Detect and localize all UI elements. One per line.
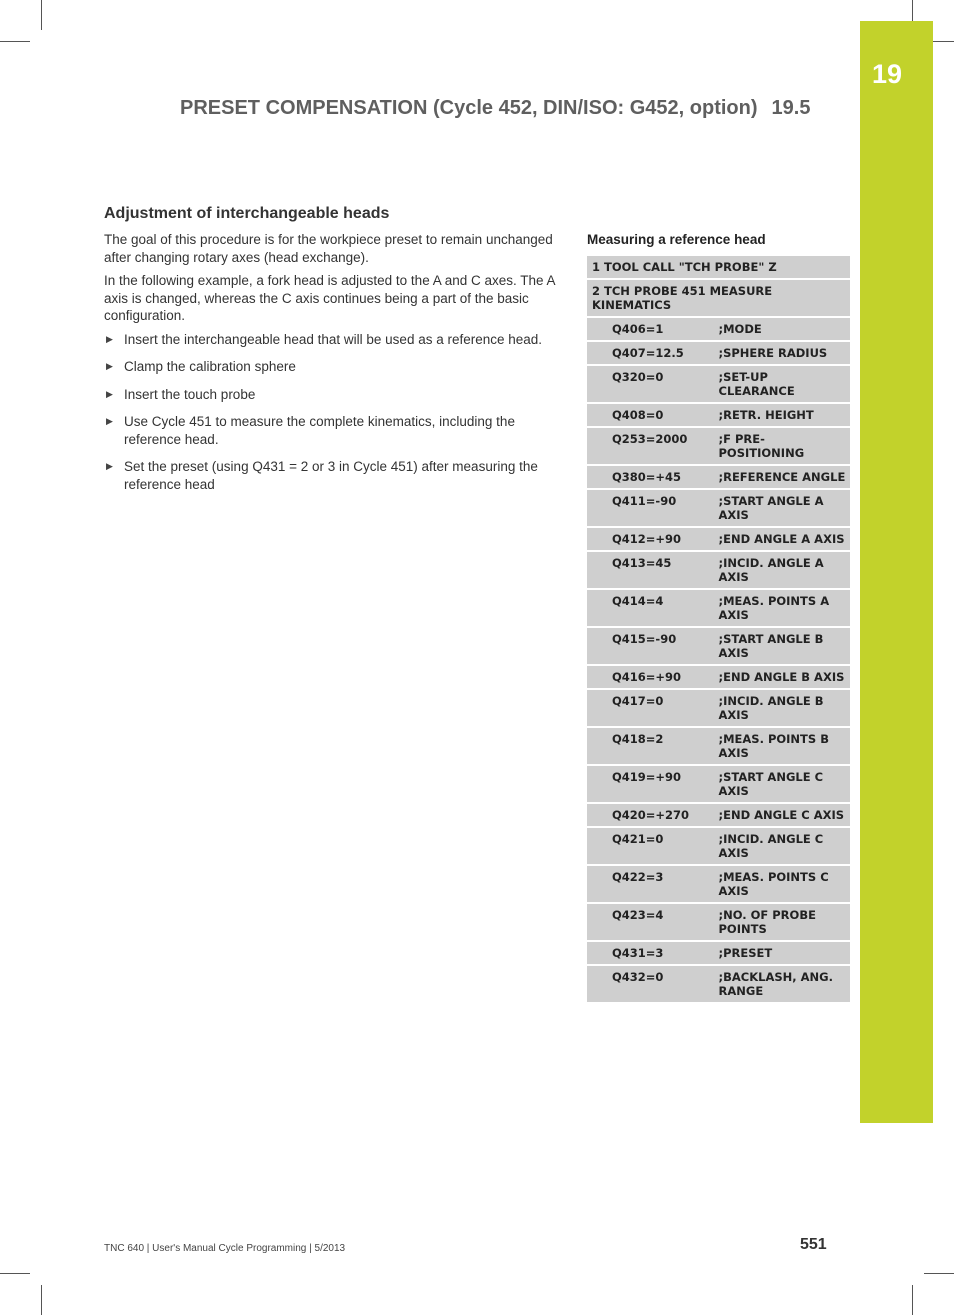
param-comment: ;END ANGLE A AXIS xyxy=(719,527,851,551)
param-comment: ;BACKLASH, ANG. RANGE xyxy=(719,965,851,1002)
param-row xyxy=(587,865,850,903)
param-comment: ;START ANGLE C AXIS xyxy=(719,765,851,803)
step-item xyxy=(104,413,556,448)
paragraph: The goal of this procedure is for the workpiece preset to remain unchanged after changing rotary axes (head exchange). xyxy=(104,232,553,265)
param-value: Q421=0 xyxy=(587,827,719,865)
param-comment: ;MEAS. POINTS C AXIS xyxy=(719,865,851,903)
param-comment: ;END ANGLE C AXIS xyxy=(719,803,851,827)
arrow-bullet-icon: ▶ xyxy=(106,333,113,344)
crop-mark xyxy=(41,1285,42,1315)
param-row xyxy=(587,551,850,589)
header-title: PRESET COMPENSATION (Cycle 452, DIN/ISO: G452, option) xyxy=(180,97,758,119)
param-row xyxy=(587,903,850,941)
param-value: Q431=3 xyxy=(587,941,719,965)
param-value: Q406=1 xyxy=(587,317,719,341)
param-value: Q408=0 xyxy=(587,403,719,427)
main-text-column xyxy=(104,205,556,503)
param-comment: ;REFERENCE ANGLE xyxy=(719,465,851,489)
param-value: Q407=12.5 xyxy=(587,341,719,365)
param-row xyxy=(587,427,850,465)
param-row xyxy=(587,803,850,827)
param-value: Q420=+270 xyxy=(587,803,719,827)
param-row xyxy=(587,489,850,527)
chapter-number: 19 xyxy=(871,59,903,89)
param-value: Q417=0 xyxy=(587,689,719,727)
step-text: Use Cycle 451 to measure the complete kinematics, including the reference head. xyxy=(124,414,515,447)
param-value: Q413=45 xyxy=(587,551,719,589)
param-row xyxy=(587,403,850,427)
step-text: Insert the interchangeable head that will be used as a reference head. xyxy=(124,331,543,347)
param-value: Q419=+90 xyxy=(587,765,719,803)
example-heading: Measuring a reference head xyxy=(587,232,766,247)
step-item xyxy=(104,358,556,376)
param-value: Q432=0 xyxy=(587,965,719,1002)
param-comment: ;START ANGLE B AXIS xyxy=(719,627,851,665)
page-number: 551 xyxy=(800,1236,827,1253)
param-comment: ;INCID. ANGLE A AXIS xyxy=(719,551,851,589)
param-comment: ;START ANGLE A AXIS xyxy=(719,489,851,527)
crop-mark xyxy=(0,1273,30,1274)
section-heading: Adjustment of interchangeable heads xyxy=(104,205,390,222)
param-row xyxy=(587,465,850,489)
paragraph: In the following example, a fork head is adjusted to the A and C axes. The A axis is changed, whereas the C axis continues being a part of the basic configuration. xyxy=(104,273,555,323)
param-comment: ;RETR. HEIGHT xyxy=(719,403,851,427)
step-text: Set the preset (using Q431 = 2 or 3 in Cycle 451) after measuring the reference head xyxy=(124,459,538,492)
example-column xyxy=(587,232,850,1002)
param-comment: ;PRESET xyxy=(719,941,851,965)
arrow-bullet-icon: ▶ xyxy=(106,361,113,371)
chapter-tab xyxy=(860,21,933,1123)
crop-mark xyxy=(41,0,42,30)
param-value: Q415=-90 xyxy=(587,627,719,665)
nc-line-row xyxy=(587,255,850,279)
param-value: Q418=2 xyxy=(587,727,719,765)
param-comment: ;INCID. ANGLE C AXIS xyxy=(719,827,851,865)
param-row xyxy=(587,627,850,665)
param-value: Q253=2000 xyxy=(587,427,719,465)
arrow-bullet-icon: ▶ xyxy=(106,461,113,471)
param-value: Q414=4 xyxy=(587,589,719,627)
step-text: Clamp the calibration sphere xyxy=(124,359,296,374)
param-row xyxy=(587,941,850,965)
crop-mark xyxy=(0,41,30,42)
nc-program-table xyxy=(587,254,850,1002)
nc-line: 2 TCH PROBE 451 MEASURE KINEMATICS xyxy=(587,279,850,317)
nc-line: 1 TOOL CALL "TCH PROBE" Z xyxy=(587,255,850,279)
param-row xyxy=(587,727,850,765)
param-value: Q416=+90 xyxy=(587,665,719,689)
param-value: Q423=4 xyxy=(587,903,719,941)
param-comment: ;MEAS. POINTS B AXIS xyxy=(719,727,851,765)
param-row xyxy=(587,765,850,803)
param-row xyxy=(587,665,850,689)
header-section-number: 19.5 xyxy=(771,97,811,119)
crop-mark xyxy=(912,1285,913,1315)
arrow-bullet-icon: ▶ xyxy=(106,416,113,426)
param-row xyxy=(587,341,850,365)
param-row xyxy=(587,965,850,1002)
param-value: Q380=+45 xyxy=(587,465,719,489)
param-value: Q412=+90 xyxy=(587,527,719,551)
param-value: Q411=-90 xyxy=(587,489,719,527)
param-comment: ;SET-UP CLEARANCE xyxy=(719,365,851,403)
param-row xyxy=(587,827,850,865)
crop-mark xyxy=(924,1273,954,1274)
footer-text: TNC 640 | User's Manual Cycle Programming | 5/2013 xyxy=(104,1243,346,1254)
page-header xyxy=(180,97,830,120)
param-comment: ;MODE xyxy=(719,317,851,341)
param-comment: ;END ANGLE B AXIS xyxy=(719,665,851,689)
param-comment: ;SPHERE RADIUS xyxy=(719,341,851,365)
nc-line-row xyxy=(587,279,850,317)
step-item xyxy=(104,331,556,349)
arrow-bullet-icon: ▶ xyxy=(106,388,113,399)
param-comment: ;INCID. ANGLE B AXIS xyxy=(719,689,851,727)
step-text: Insert the touch probe xyxy=(124,386,256,402)
param-value: Q422=3 xyxy=(587,865,719,903)
param-row xyxy=(587,365,850,403)
step-item xyxy=(104,458,556,493)
param-row xyxy=(587,317,850,341)
param-row xyxy=(587,589,850,627)
step-list xyxy=(104,331,556,494)
param-row xyxy=(587,527,850,551)
param-value: Q320=0 xyxy=(587,365,719,403)
step-item xyxy=(104,386,556,404)
param-comment: ;NO. OF PROBE POINTS xyxy=(719,903,851,941)
param-comment: ;MEAS. POINTS A AXIS xyxy=(719,589,851,627)
param-row xyxy=(587,689,850,727)
param-comment: ;F PRE-POSITIONING xyxy=(719,427,851,465)
